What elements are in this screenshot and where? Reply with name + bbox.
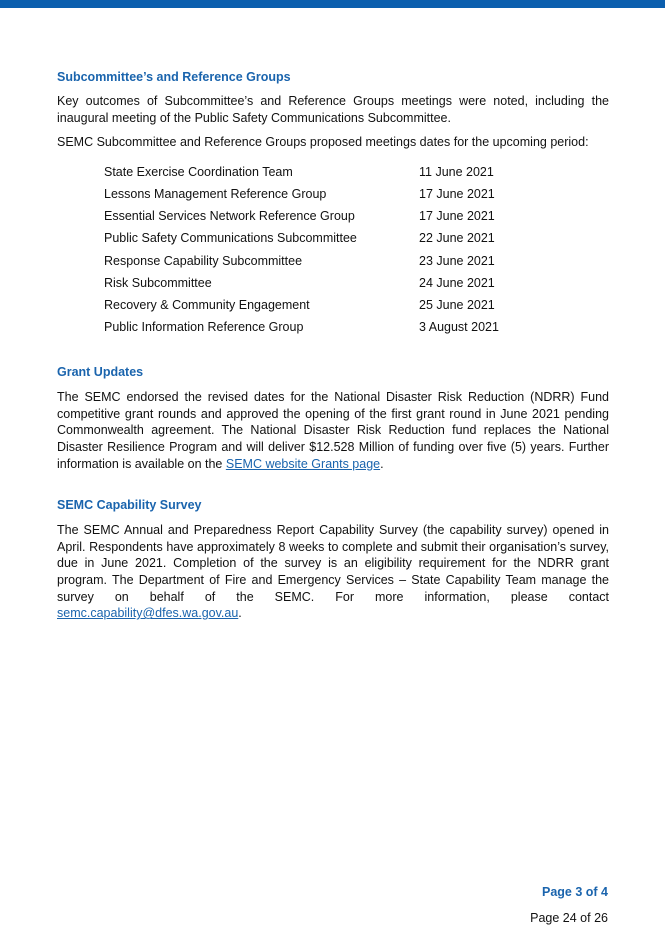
top-banner-bar (0, 0, 665, 8)
table-row (104, 316, 499, 338)
meeting-date: 17 June 2021 (419, 187, 495, 202)
capability-survey-heading: SEMC Capability Survey (57, 498, 202, 513)
meeting-name: Recovery & Community Engagement (104, 298, 310, 312)
meeting-date: 25 June 2021 (419, 298, 495, 312)
meeting-date: 24 June 2021 (419, 275, 495, 290)
meeting-name: State Exercise Coordination Team (104, 164, 293, 179)
meeting-name: Public Information Reference Group (104, 320, 304, 335)
table-row (104, 272, 499, 294)
capability-email-link[interactable]: semc.capability@dfes.wa.gov.au (57, 606, 239, 621)
capability-survey-text: The SEMC Annual and Preparedness Report Capability Survey (the capability survey) opened in April. Respondents have approximately 8 weeks to complete and submit their organisation’s survey, due in June 2021. Completion of the survey is an eligibility requirement for the NDRR grant program. The Department of Fire and Emergency Services – State Capability Team manage the survey on behalf of the SEMC. For more information, please contact (57, 523, 609, 604)
meeting-name: Essential Services Network Reference Group (104, 209, 355, 224)
capability-survey-paragraph (57, 522, 609, 622)
table-row (104, 161, 499, 183)
subcommittees-heading: Subcommittee’s and Reference Groups (57, 70, 291, 84)
document-body (57, 69, 609, 622)
subcommittees-paragraph-2: SEMC Subcommittee and Reference Groups proposed meetings dates for the upcoming period: (57, 135, 589, 150)
meeting-name: Risk Subcommittee (104, 275, 212, 290)
meetings-table (104, 161, 499, 339)
section-page-number: Page 3 of 4 (542, 885, 608, 899)
grant-updates-text-end: . (380, 456, 384, 471)
table-row (104, 183, 499, 205)
grant-updates-heading: Grant Updates (57, 365, 144, 380)
document-page-number: Page 24 of 26 (530, 911, 608, 925)
table-row (104, 250, 499, 272)
table-row (104, 227, 499, 249)
meeting-name: Public Safety Communications Subcommittee (104, 231, 357, 246)
meeting-name: Response Capability Subcommittee (104, 253, 303, 268)
meeting-date: 11 June 2021 (419, 164, 494, 179)
meeting-name: Lessons Management Reference Group (104, 187, 327, 202)
meeting-date: 22 June 2021 (419, 231, 495, 246)
grant-updates-paragraph (57, 389, 609, 472)
meeting-date: 17 June 2021 (419, 209, 495, 224)
subcommittees-paragraph-1: Key outcomes of Subcommittee’s and Reference Groups meetings were noted, including the inaugural meeting of the Public Safety Communications Subcommittee. (57, 94, 609, 125)
table-row (104, 294, 499, 316)
meeting-date: 3 August 2021 (419, 320, 499, 335)
grant-updates-text: The SEMC endorsed the revised dates for the National Disaster Risk Reduction (NDRR) Fund competitive grant rounds and approved the opening of the first grant round in June 2021 pending Commonwealth agreement. The National Disaster Risk Reduction fund replaces the National Disaster Resilience Program and will deliver $12.528 Million of funding over five (5) years. Further information is available on the (57, 390, 609, 471)
capability-survey-text-end: . (238, 606, 242, 621)
grants-page-link[interactable]: SEMC website Grants page (225, 456, 381, 471)
table-row (104, 205, 499, 227)
meeting-date: 23 June 2021 (419, 253, 495, 268)
